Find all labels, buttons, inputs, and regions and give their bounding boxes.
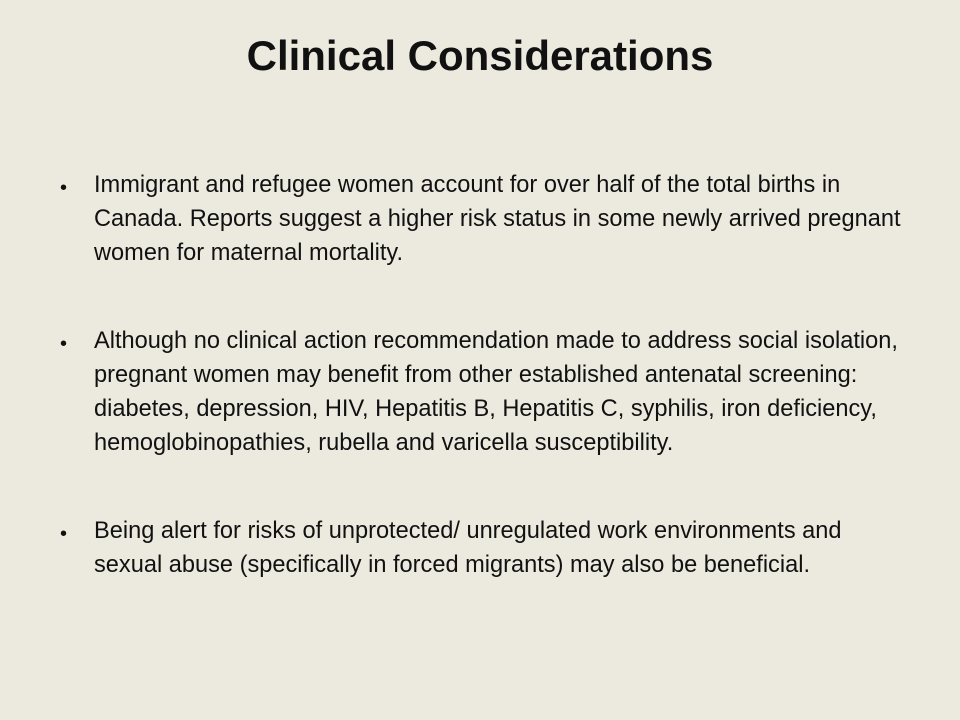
bullet-item-3	[56, 514, 916, 582]
bullet-text-1: Immigrant and refugee women account for over half of the total births in Canada. Reports suggest a higher risk status in some newly arrived pregnant women for maternal mortality.	[94, 172, 901, 266]
bullet-list	[56, 168, 916, 582]
bullet-dot-icon: •	[60, 177, 68, 199]
bullet-text-3: Being alert for risks of unprotected/ unregulated work environments and sexual abuse (specifically in forced migrants) may also be beneficial.	[94, 518, 842, 578]
bullet-dot-icon: •	[60, 523, 68, 545]
bullet-dot-icon: •	[60, 333, 68, 355]
bullet-text-2: Although no clinical action recommendation made to address social isolation, pregnant women may benefit from other established antenatal screening: diabetes, depression, HIV, Hepatitis B, Hepatitis C, syphilis, iron deficiency, hemoglobinopathies, rubella and varicella susceptibility.	[94, 328, 898, 456]
bullet-item-1	[56, 168, 916, 270]
bullet-item-2	[56, 324, 916, 460]
slide-title: Clinical Considerations	[246, 32, 714, 79]
